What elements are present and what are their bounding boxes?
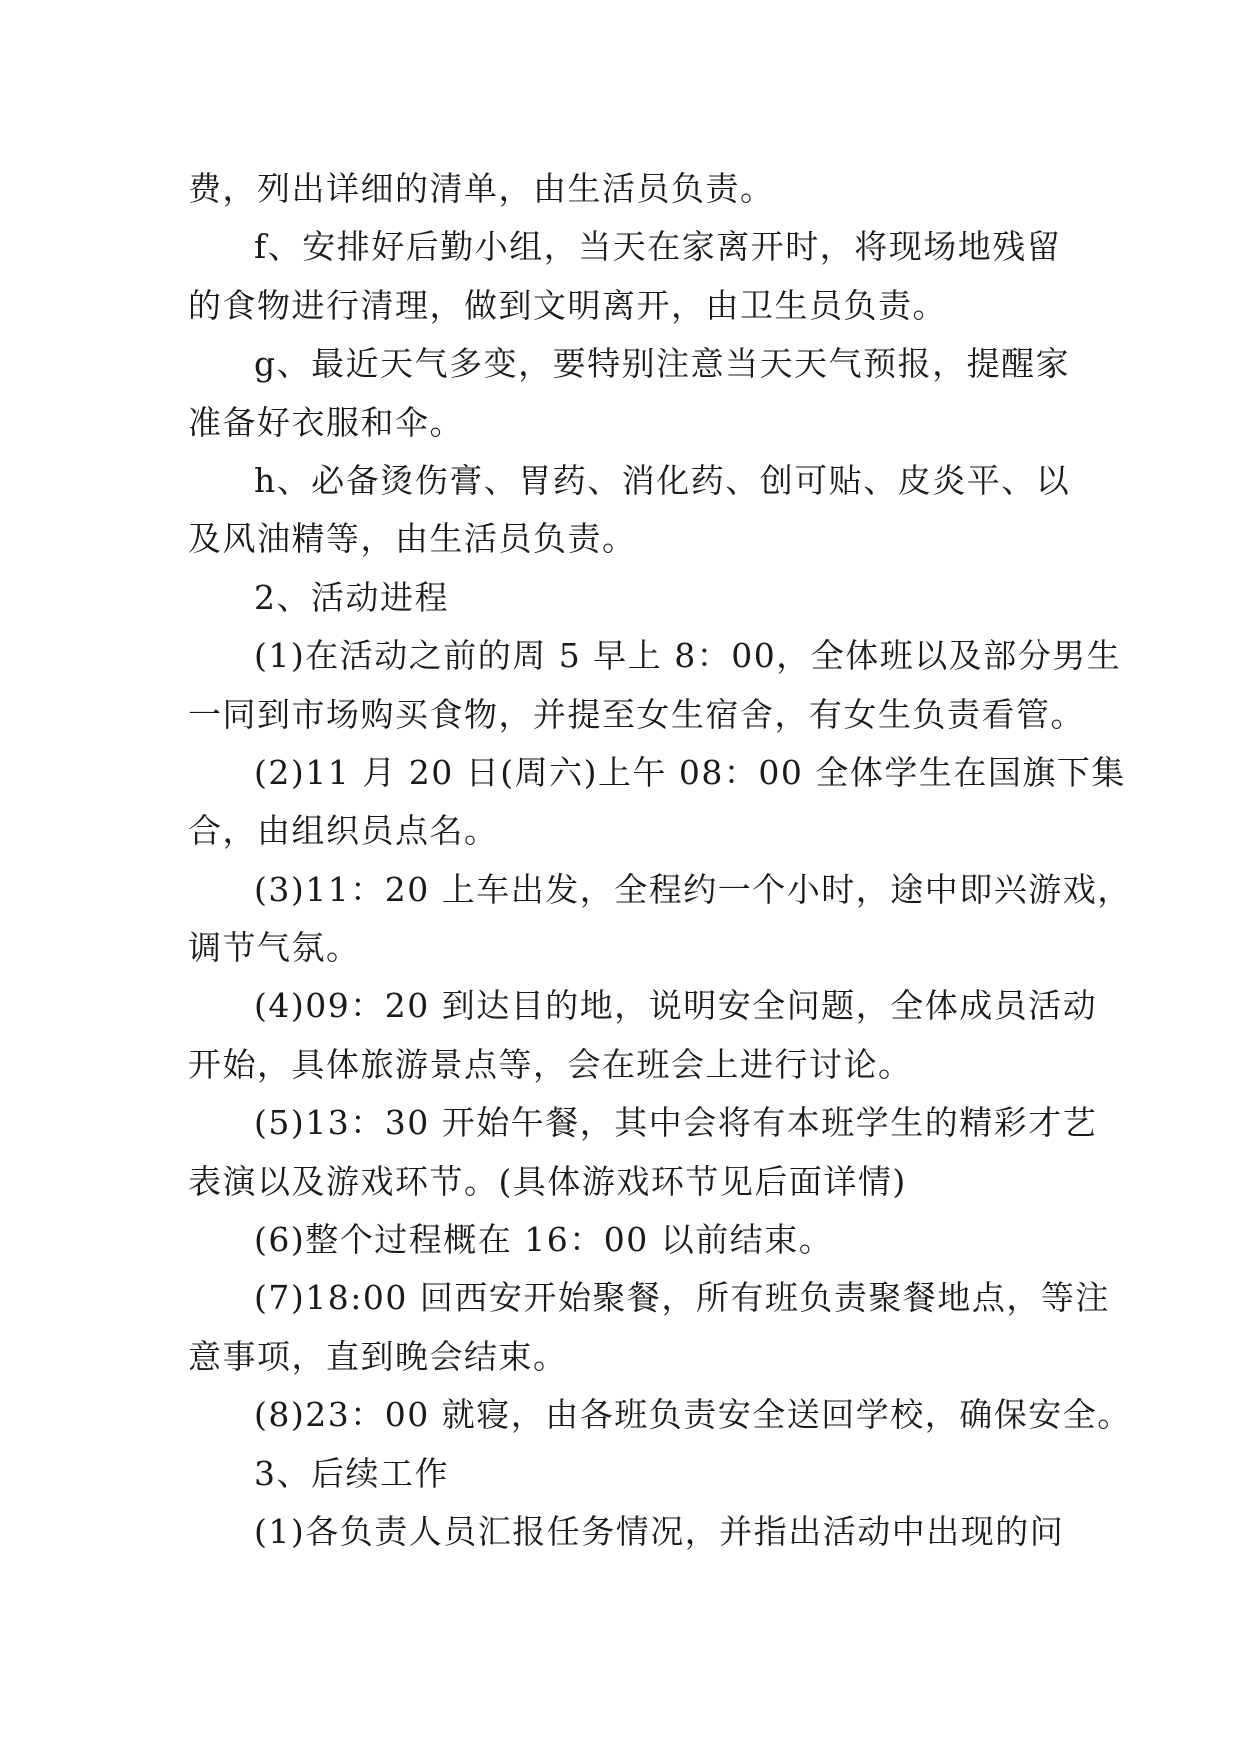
text-line: 表演以及游戏环节。(具体游戏环节见后面详情) — [188, 1161, 907, 1201]
text-line: 调节气氛。 — [188, 928, 361, 968]
text-line: 费，列出详细的清单，由生活员负责。 — [188, 169, 775, 208]
text-line: 合，由组织员点名。 — [188, 811, 499, 851]
text-line: 准备好衣服和伞。 — [188, 402, 464, 442]
text-line: 3、后续工作 — [254, 1453, 449, 1493]
text-line: (4)09：20 到达目的地，说明安全问题，全体成员活动 — [254, 986, 1098, 1026]
text-line: g、最近天气多变，要特别注意当天天气预报，提醒家 — [254, 344, 1071, 384]
text-line: 一同到市场购买食物，并提至女生宿舍，有女生负责看管。 — [188, 694, 1085, 734]
text-line: f、安排好后勤小组，当天在家离开时，将现场地残留 — [254, 227, 1062, 267]
document-body — [188, 160, 1132, 1561]
text-line: (8)23：00 就寝，由各班负责安全送回学校，确保安全。 — [254, 1395, 1132, 1435]
text-line: (1)各负责人员汇报任务情况，并指出活动中出现的问 — [254, 1511, 1065, 1551]
text-line: (5)13：30 开始午餐，其中会将有本班学生的精彩才艺 — [254, 1103, 1098, 1143]
text-line: (7)18:00 回西安开始聚餐，所有班负责聚餐地点，等注 — [254, 1278, 1110, 1318]
text-line: 的食物进行清理，做到文明离开，由卫生员负责。 — [188, 285, 947, 325]
text-line: 及风油精等，由生活员负责。 — [188, 519, 637, 559]
text-line: 开始，具体旅游景点等，会在班会上进行讨论。 — [188, 1044, 913, 1084]
text-line: 意事项，直到晚会结束。 — [188, 1336, 568, 1376]
text-line: (2)11 月 20 日(周六)上午 08：00 全体学生在国旗下集 — [254, 752, 1126, 792]
text-line: (6)整个过程概在 16：00 以前结束。 — [254, 1220, 834, 1260]
text-line: 2、活动进程 — [254, 577, 449, 617]
text-line: h、必备烫伤膏、胃药、消化药、创可贴、皮炎平、以 — [254, 460, 1071, 500]
text-line: (3)11：20 上车出发，全程约一个小时，途中即兴游戏， — [254, 869, 1132, 909]
text-line: (1)在活动之前的周 5 早上 8：00，全体班以及部分男生 — [254, 636, 1122, 676]
